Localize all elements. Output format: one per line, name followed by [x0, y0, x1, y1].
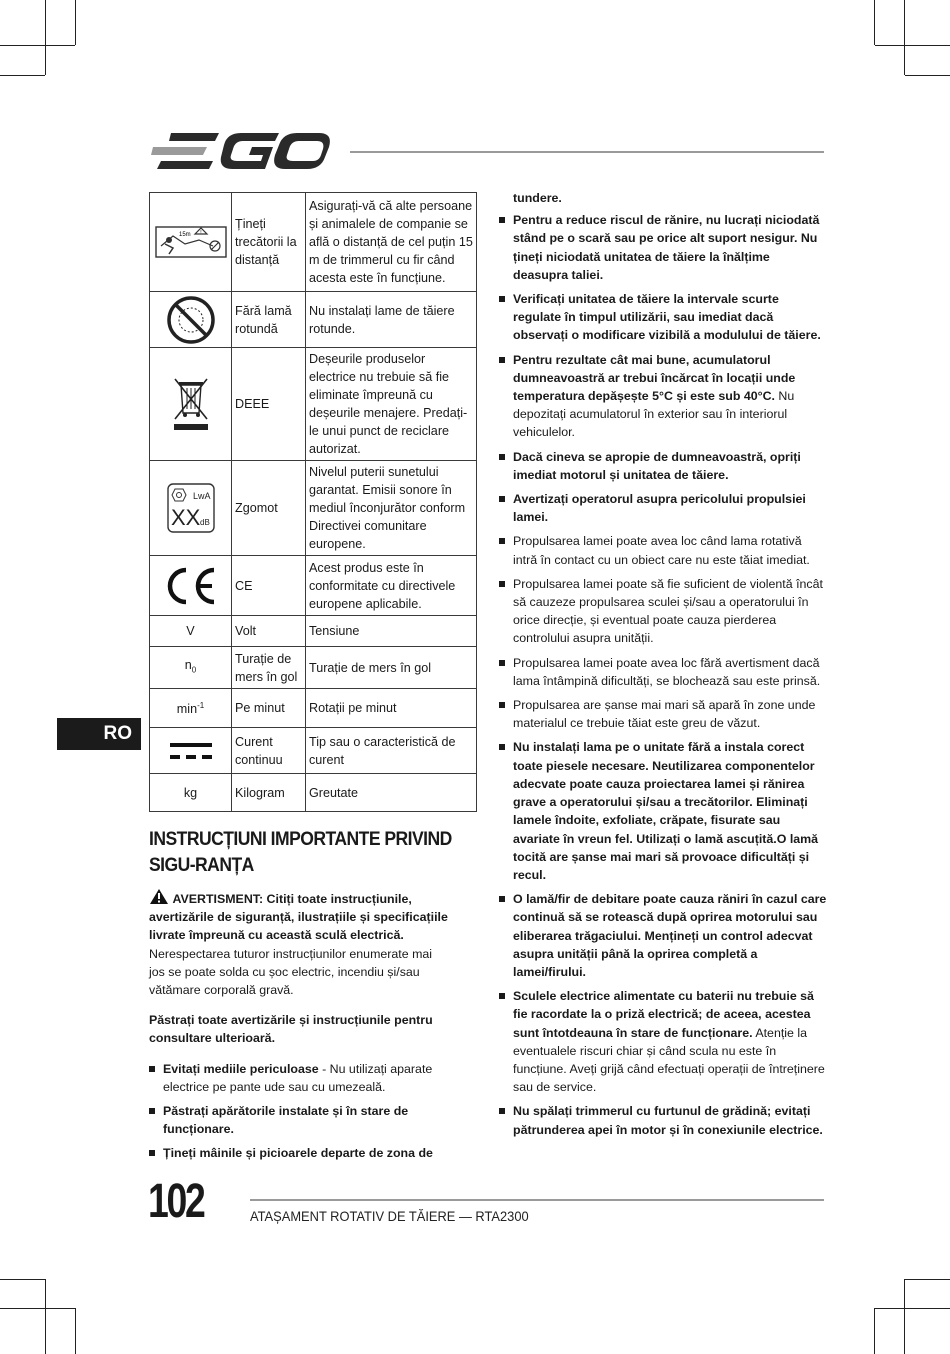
warning-normal-text: Nerespectarea tuturor instrucțiunilor enumerate mai jos se poate solda cu șoc electric, incendiu și/sau vătămare corporală gravă. — [149, 946, 433, 998]
symbol-name: Fără lamă rotundă — [232, 292, 306, 348]
warning-triangle-icon — [149, 888, 169, 905]
symbol-name: Pe minut — [232, 689, 306, 728]
crop-mark — [904, 0, 905, 75]
volt-symbol: V — [150, 616, 232, 647]
warning-bold-text: Citiți toate instrucțiunile, avertizările de siguranță, ilustrațiile și specificațiile livrate împreună cu această sculă electrică. — [149, 892, 448, 943]
list-item — [499, 696, 827, 732]
direct-current-icon — [168, 739, 214, 763]
list-item — [499, 654, 827, 690]
crop-mark — [0, 1279, 45, 1280]
kilogram-symbol: kg — [150, 774, 232, 812]
left-column — [149, 888, 451, 1169]
table-row — [150, 556, 477, 616]
list-item — [499, 575, 827, 648]
symbol-description: Nivelul puterii sunetului garantat. Emisii sonore în mediul înconjurător conform Directivei comunitare europene. — [306, 461, 477, 556]
svg-text:XX: XX — [170, 505, 200, 530]
symbol-table — [149, 192, 477, 812]
table-row — [150, 647, 477, 689]
table-row — [150, 292, 477, 348]
list-item — [499, 351, 827, 442]
crop-mark — [875, 1308, 950, 1309]
crop-mark — [905, 1279, 950, 1280]
section-title: INSTRUCȚIUNI IMPORTANTE PRIVIND SIGU-RANȚA — [149, 828, 452, 876]
noise-level-icon — [167, 483, 215, 533]
item-bold: Dacă cineva se apropie de dumneavoastră, opriți imediat motorul și unitatea de tăiere. — [513, 449, 801, 482]
crop-mark — [75, 1308, 76, 1354]
table-row — [150, 348, 477, 461]
keep-instructions: Păstrați toate avertizările și instrucțiunile pentru consultare ulterioară. — [149, 1013, 433, 1046]
item-bold: Avertizați operatorul asupra pericolului propulsiei lamei. — [513, 492, 806, 525]
symbol-name: DEEE — [232, 348, 306, 461]
list-item — [499, 1102, 827, 1138]
item-bold: Sculele electrice alimentate cu baterii nu trebuie să fie racordate la o priză electrică; de aceea, acestea sunt întotdeauna în stare de funcționare. — [513, 989, 814, 1040]
footer-rule — [250, 1199, 824, 1201]
symbol-description: Rotații pe minut — [306, 689, 477, 728]
list-item — [499, 448, 827, 484]
list-item — [499, 490, 827, 526]
symbol-base: n — [184, 657, 192, 672]
ce-mark-icon — [162, 566, 220, 606]
crop-mark — [75, 0, 76, 45]
list-item — [149, 1144, 451, 1162]
list-continuation: tundere. — [513, 191, 562, 205]
symbol-name: Zgomot — [232, 461, 306, 556]
crop-mark — [875, 45, 950, 46]
symbol-name: CE — [232, 556, 306, 616]
item-normal: Nu depozitați acumulatorul în exterior sau în interiorul vehiculelor. — [513, 389, 795, 440]
crop-mark — [0, 75, 45, 76]
table-row — [150, 728, 477, 774]
item-bold: O lamă/fir de debitare poate cauza răniri în cazul care continuă să se rotească după oprirea motorului sau eliberarea trăgaciului. Mențineți un control adecvat asupra unității până la oprirea completă a lamei/firului. — [513, 892, 827, 979]
symbol-name: Kilogram — [232, 774, 306, 812]
item-normal: Propulsarea lamei poate avea loc când lama rotativă intră în contact cu un obiect care nu este tăiat imediat. — [513, 534, 810, 567]
page-number: 102 — [148, 1175, 204, 1228]
icon-cell — [150, 292, 232, 348]
symbol-description: Acest produs este în conformitate cu directivele europene aplicabile. — [306, 556, 477, 616]
item-bold: Nu instalați lama pe o unitate fără a instala corect toate piesele necesare. Neutilizarea componentelor adecvate poate cauza proiectarea lamei și rănirea grave a operatorului și/sau a trecătorilor. Eliminați lamele îndoite, exfoliate, crăpate, fisurate sau avariate în vreun fel. Utilizați o lamă ascuțită.O lamă tocită are șanse mai mari să provoace dificultăți și recul. — [513, 740, 819, 882]
warning-paragraph — [149, 888, 451, 999]
list-item — [149, 1102, 451, 1138]
item-normal: Propulsarea are șanse mai mari să apară în zone unde materialul ce trebuie tăiat este greu de văzut. — [513, 698, 816, 731]
symbol-name: Turație de mers în gol — [232, 647, 306, 689]
item-normal: Propulsarea lamei poate să fie suficient de violentă încât să cauzeze propulsarea sculei și/sau a operatorului în orice direcție, și eventual poate cauza pierderea controlului asupra unității. — [513, 576, 823, 646]
bystanders-distance-icon — [155, 224, 227, 260]
crop-mark — [874, 0, 875, 45]
table-row — [150, 616, 477, 647]
icon-cell — [150, 193, 232, 292]
item-normal: Propulsarea lamei poate avea loc fără avertisment dacă lama întâmpină dificultăți, se blochează sau este prinsă. — [513, 655, 821, 688]
warning-label: AVERTISMENT: — [172, 892, 264, 906]
right-safety-list — [499, 211, 827, 1139]
svg-text:dB: dB — [199, 518, 210, 527]
crop-mark — [874, 1308, 875, 1354]
symbol-name: Țineți trecătorii la distanță — [232, 193, 306, 292]
per-minute-symbol — [150, 689, 232, 728]
icon-cell — [150, 728, 232, 774]
item-bold: Pentru a reduce riscul de rănire, nu lucrați niciodată stând pe o scară sau pe orice alt suport nesigur. Nu țineți niciodată unitatea de tăiere la înălțime deasupra taliei. — [513, 213, 820, 282]
list-item — [499, 738, 827, 884]
symbol-description: Tip sau o caracteristică de curent — [306, 728, 477, 774]
symbol-name: Volt — [232, 616, 306, 647]
icon-cell — [150, 461, 232, 556]
item-bold: Păstrați apărătorile instalate și în stare de funcționare. — [163, 1104, 409, 1137]
no-blade-icon — [166, 295, 216, 345]
table-row — [150, 774, 477, 812]
symbol-name: Curent continuu — [232, 728, 306, 774]
icon-cell — [150, 348, 232, 461]
list-item — [499, 987, 827, 1096]
symbol-base: min — [176, 702, 198, 717]
symbol-superscript: -1 — [197, 701, 205, 711]
language-tab: RO — [57, 718, 141, 750]
crop-mark — [0, 1308, 75, 1309]
list-item — [499, 532, 827, 568]
symbol-description: Nu instalați lame de tăiere rotunde. — [306, 292, 477, 348]
symbol-description: Deșeurile produselor electrice nu trebuie să fie eliminate împreună cu deșeurile menajere. Predați-le unui punct de reciclare autorizat. — [306, 348, 477, 461]
item-bold: Pentru rezultate cât mai bune, acumulatorul dumneavoastră ar trebui încărcat în locații unde temperatura depășește 5°C și este sub 40°C. — [513, 352, 796, 404]
symbol-description: Greutate — [306, 774, 477, 812]
table-row — [150, 461, 477, 556]
footer-title: ATAȘAMENT ROTATIV DE TĂIERE — RTA2300 — [250, 1208, 529, 1224]
table-row — [150, 689, 477, 728]
ego-logo — [149, 131, 331, 171]
list-item — [499, 890, 827, 981]
crop-mark — [904, 1279, 905, 1354]
icon-cell — [150, 556, 232, 616]
crop-mark — [45, 1279, 46, 1354]
item-bold: Nu spălați trimmerul cu furtunul de grădină; evitați pătrunderea apei în motor și în conexiunile electrice. — [513, 1104, 823, 1137]
symbol-subscript: 0 — [191, 665, 197, 675]
left-safety-list — [149, 1060, 451, 1163]
crop-mark — [0, 45, 75, 46]
list-item — [499, 211, 827, 284]
svg-text:15m: 15m — [178, 232, 191, 238]
header-rule — [350, 151, 824, 153]
svg-text:!: ! — [199, 230, 202, 236]
table-row — [150, 193, 477, 292]
svg-text:LwA: LwA — [192, 491, 211, 501]
crop-mark — [45, 0, 46, 75]
item-bold: Țineți mâinile și picioarele departe de zona de — [163, 1146, 433, 1161]
list-item — [149, 1060, 451, 1096]
crop-mark — [905, 75, 950, 76]
symbol-description: Turație de mers în gol — [306, 647, 477, 689]
right-column — [499, 189, 827, 1145]
item-normal: - Nu utilizați aparate electrice pe pante ude sau cu umezeală. — [163, 1061, 433, 1094]
item-bold: Evitați mediile periculoase — [163, 1061, 319, 1076]
symbol-description: Asigurați-vă că alte persoane și animalele de companie se află o distanță de cel puțin 15 m de trimmerul cu fir când acesta este în funcțiune. — [306, 193, 477, 292]
item-bold: Verificați unitatea de tăiere la intervale scurte regulate în timpul utilizării, sau imediat dacă observați o modificare vizibilă a modulului de tăiere. — [513, 292, 821, 343]
item-normal: Atenție la eventualele riscuri chiar și când scula nu este în funcțiune. Aveți grijă când efectuați operații de întreținere sau de service. — [513, 1025, 825, 1095]
symbol-description: Tensiune — [306, 616, 477, 647]
list-item — [499, 290, 827, 345]
weee-bin-icon — [171, 375, 211, 433]
no-load-speed-symbol — [150, 647, 232, 689]
